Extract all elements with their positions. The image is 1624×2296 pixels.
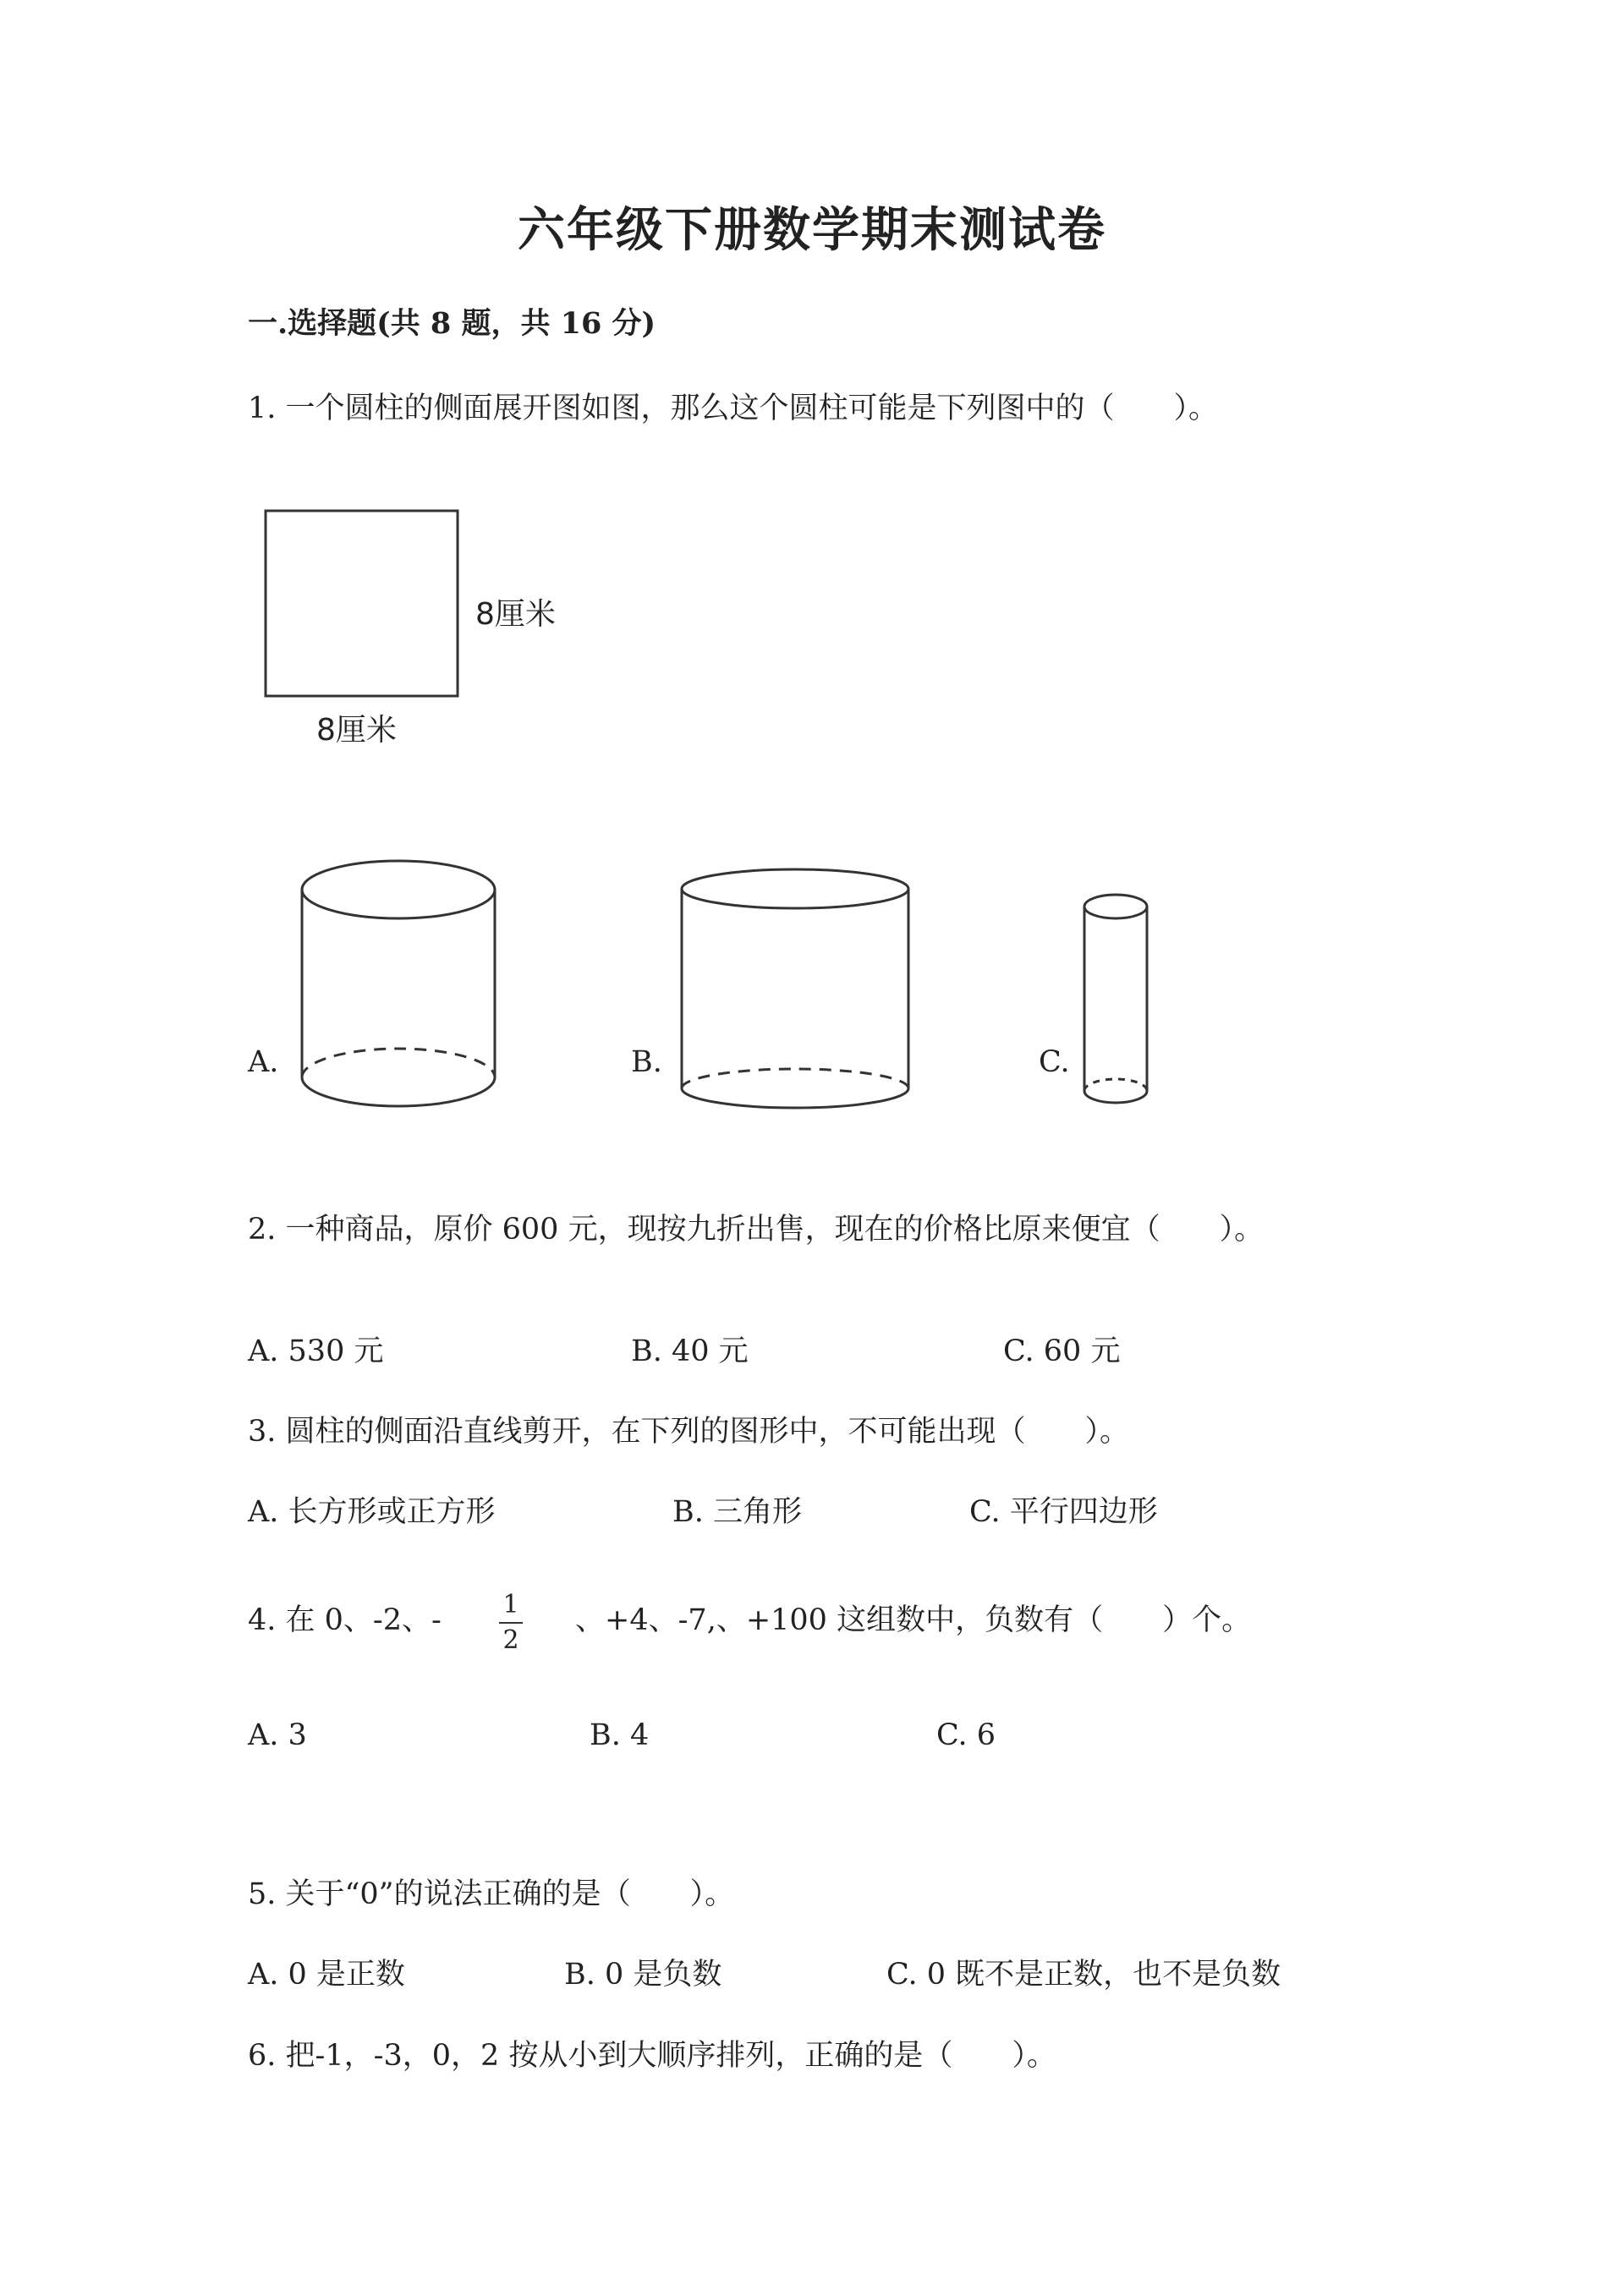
cylinder-b <box>682 869 908 1108</box>
net-bottom-label: 8厘米 <box>316 713 397 748</box>
fraction-bar <box>499 1622 523 1624</box>
section-heading: 一.选择题(共 8 题，共 16 分) <box>248 306 656 341</box>
question-3-option-b[interactable]: B. 三角形 <box>672 1495 802 1529</box>
question-5-option-c[interactable]: C. 0 既不是正数，也不是负数 <box>886 1958 1281 1992</box>
question-4-option-a[interactable]: A. 3 <box>248 1718 307 1752</box>
question-2-option-b[interactable]: B. 40 元 <box>631 1334 749 1368</box>
cylinder-c <box>1084 895 1147 1103</box>
question-2-text: 2. 一种商品，原价 600 元，现按九折出售，现在的价格比原来便宜（ ）。 <box>248 1213 1265 1247</box>
question-1-option-b[interactable]: B. <box>631 1045 662 1079</box>
question-4-text-before: 4. 在 0、-2、- <box>248 1603 442 1637</box>
fraction-numerator: 1 <box>502 1590 519 1619</box>
question-1-option-c[interactable]: C. <box>1039 1045 1070 1079</box>
question-2-option-a[interactable]: A. 530 元 <box>248 1334 384 1368</box>
fraction-one-half <box>494 1590 528 1656</box>
question-4-text-after: 、+4、-7,、+100 这组数中，负数有（ ）个。 <box>575 1603 1252 1637</box>
question-4-option-b[interactable]: B. 4 <box>590 1718 650 1752</box>
question-1-option-a[interactable]: A. <box>248 1045 279 1079</box>
net-square <box>266 511 458 696</box>
question-3-option-a[interactable]: A. 长方形或正方形 <box>248 1495 496 1529</box>
question-5-text: 5. 关于“0”的说法正确的是（ ）。 <box>248 1877 735 1911</box>
question-5-option-b[interactable]: B. 0 是负数 <box>564 1958 722 1992</box>
fraction-denominator: 2 <box>502 1625 519 1655</box>
question-2-option-c[interactable]: C. 60 元 <box>1003 1334 1121 1368</box>
cylinder-a <box>302 861 495 1106</box>
question-1-text: 1. 一个圆柱的侧面展开图如图，那么这个圆柱可能是下列图中的（ ）。 <box>248 392 1219 425</box>
question-3-text: 3. 圆柱的侧面沿直线剪开，在下列的图形中，不可能出现（ ）。 <box>248 1415 1130 1449</box>
net-side-label: 8厘米 <box>475 597 556 632</box>
question-3-option-c[interactable]: C. 平行四边形 <box>969 1495 1158 1529</box>
question-5-option-a[interactable]: A. 0 是正数 <box>248 1958 405 1992</box>
question-6-text: 6. 把-1，-3，0，2 按从小到大顺序排列，正确的是（ ）。 <box>248 2039 1056 2073</box>
question-4-option-c[interactable]: C. 6 <box>936 1718 996 1752</box>
page-title: 六年级下册数学期末测试卷 <box>518 202 1106 258</box>
